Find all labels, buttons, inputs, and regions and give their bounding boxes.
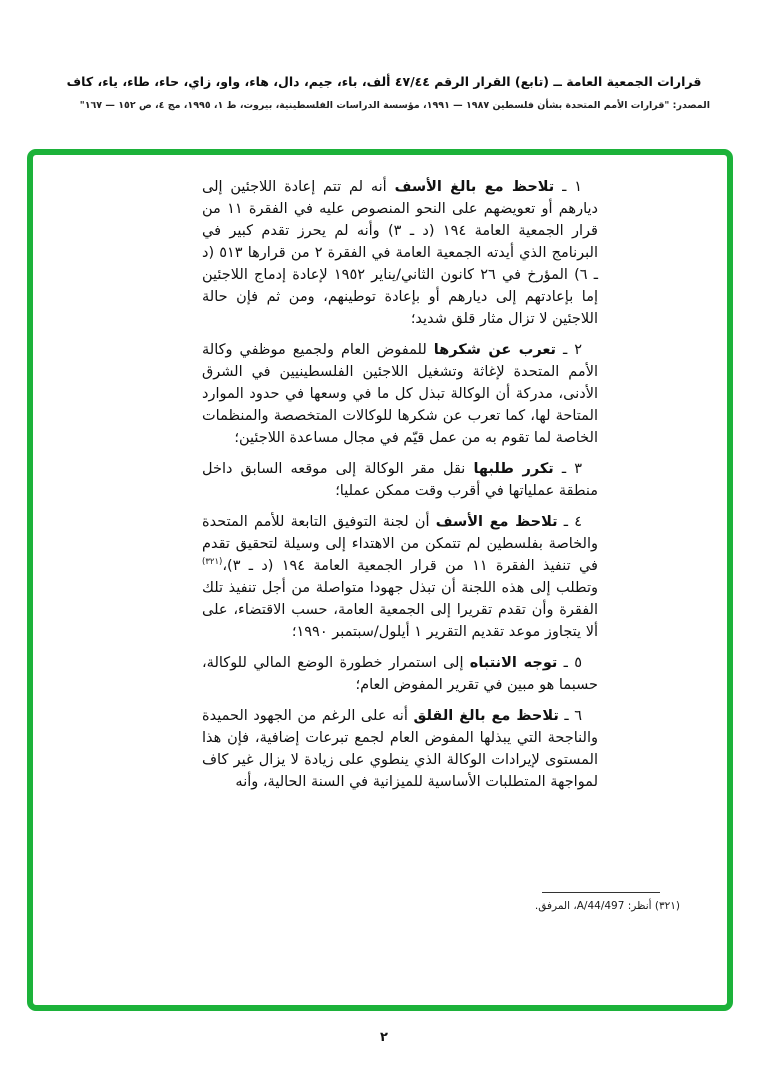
paragraph <box>202 176 598 330</box>
paragraph-segment: وتطلب إلى هذه اللجنة أن تبذل جهودا متواصلة من أجل تنفيذ تلك الفقرة وأن تقدم تقريرا إلى الجمعية العامة، حسب الاقتضاء، على ألا يتجاوز موعد تقديم التقرير ١ أيلول/سبتمبر ١٩٩٠؛ <box>202 580 598 640</box>
paragraph-segment: ١ ـ <box>554 179 582 195</box>
paragraph-segment: أنه لم تتم إعادة اللاجئين إلى ديارهم أو تعويضهم على النحو المنصوص عليه في الفقرة ١١ من قرار الجمعية العامة ١٩٤ (د ـ ٣) وأنه لم يحرز تقدم كبير في البرنامج الذي أيدته الجمعية العامة في الفقرة ٢ من قرارها ٥١٣ (د ـ ٦) المؤرخ في ٢٦ كانون الثاني/يناير ١٩٥٢ لإعادة إدماج اللاجئين إما بإعادتهم إلى ديارهم أو بإعادة توطينهم، ومن ثم فإن حالة اللاجئين لا تزال مثار قلق شديد؛ <box>202 179 599 327</box>
page-header-source: المصدر: "قرارات الأمم المتحدة بشأن فلسطين ١٩٨٧ — ١٩٩١، مؤسسة الدراسات الفلسطينية، بيروت، ط ١، ١٩٩٥، مج ٤، ص ١٥٢ — ١٦٧" <box>79 100 710 111</box>
footnote-block <box>380 892 680 912</box>
paragraph-segment: ٥ ـ <box>557 655 582 671</box>
paragraph <box>202 511 598 643</box>
paragraph-segment: تلاحظ مع بالغ الأسف <box>394 179 555 195</box>
paragraph-segment: تلاحظ مع الأسف <box>435 514 558 530</box>
paragraph-segment: ٦ ـ <box>558 708 582 724</box>
paragraph-segment: تعرب عن شكرها <box>433 342 556 358</box>
footnote-text: (٣٢١) أنظر: A/44/497، المرفق. <box>534 900 680 912</box>
page-number: ٢ <box>380 1030 388 1045</box>
paragraph-segment: ٢ ـ <box>555 342 583 358</box>
paragraph-segment: للمفوض العام ولجميع موظفي وكالة الأمم المتحدة لإغاثة وتشغيل اللاجئين الفلسطينيين في الشرق الأدنى، مدركة أن الوكالة تبذل كل ما في وسعها في حدود الموارد المتاحة لها، كما تعرب عن شكرها للوكالات المتخصصة والمنظمات الخاصة لما تقوم به من عمل قيّم في مجال مساعدة اللاجئين؛ <box>202 342 598 446</box>
paragraph <box>202 652 598 696</box>
paragraph <box>202 339 598 449</box>
paragraph <box>202 705 598 793</box>
paragraph-segment: إلى استمرار خطورة الوضع المالي للوكالة، حسبما هو مبين في تقرير المفوض العام؛ <box>202 655 598 693</box>
footnote-separator <box>542 892 660 893</box>
page-header-title: قرارات الجمعية العامة ــ (تابع) القرار الرقم ٤٧/٤٤ ألف، باء، جيم، دال، هاء، واو، زاي، حاء، طاء، ياء، كاف <box>66 74 702 89</box>
paragraph-segment: تكرر طلبها <box>473 461 554 477</box>
paragraph-segment: ٤ ـ <box>557 514 582 530</box>
paragraph-segment: توجه الانتباه <box>469 655 558 671</box>
paragraph-segment: تلاحظ مع بالغ القلق <box>413 708 559 724</box>
resolution-paragraphs <box>202 176 598 802</box>
footnote-reference: (٣٢١) <box>202 557 223 568</box>
paragraph-segment: أن لجنة التوفيق التابعة للأمم المتحدة والخاصة بفلسطين لم تتمكن من الاهتداء إلى وسيلة لتحقيق تقدم في تنفيذ الفقرة ١١ من قرار الجمعية العامة ١٩٤ (د ـ ٣)، <box>202 514 598 574</box>
paragraph-segment: ٣ ـ <box>553 461 582 477</box>
paragraph-segment: أنه على الرغم من الجهود الحميدة والناجحة التي يبذلها المفوض العام لجمع تبرعات إضافية، فإن هذا المستوى لإيرادات الوكالة الذي ينطوي على زيادة لا يزال غير كاف لمواجهة المتطلبات الأساسية للميزانية في السنة الحالية، وأنه <box>202 708 598 790</box>
paragraph-segment: نقل مقر الوكالة إلى موقعه السابق داخل منطقة عملياتها في أقرب وقت ممكن عمليا؛ <box>202 461 598 499</box>
paragraph <box>202 458 598 502</box>
